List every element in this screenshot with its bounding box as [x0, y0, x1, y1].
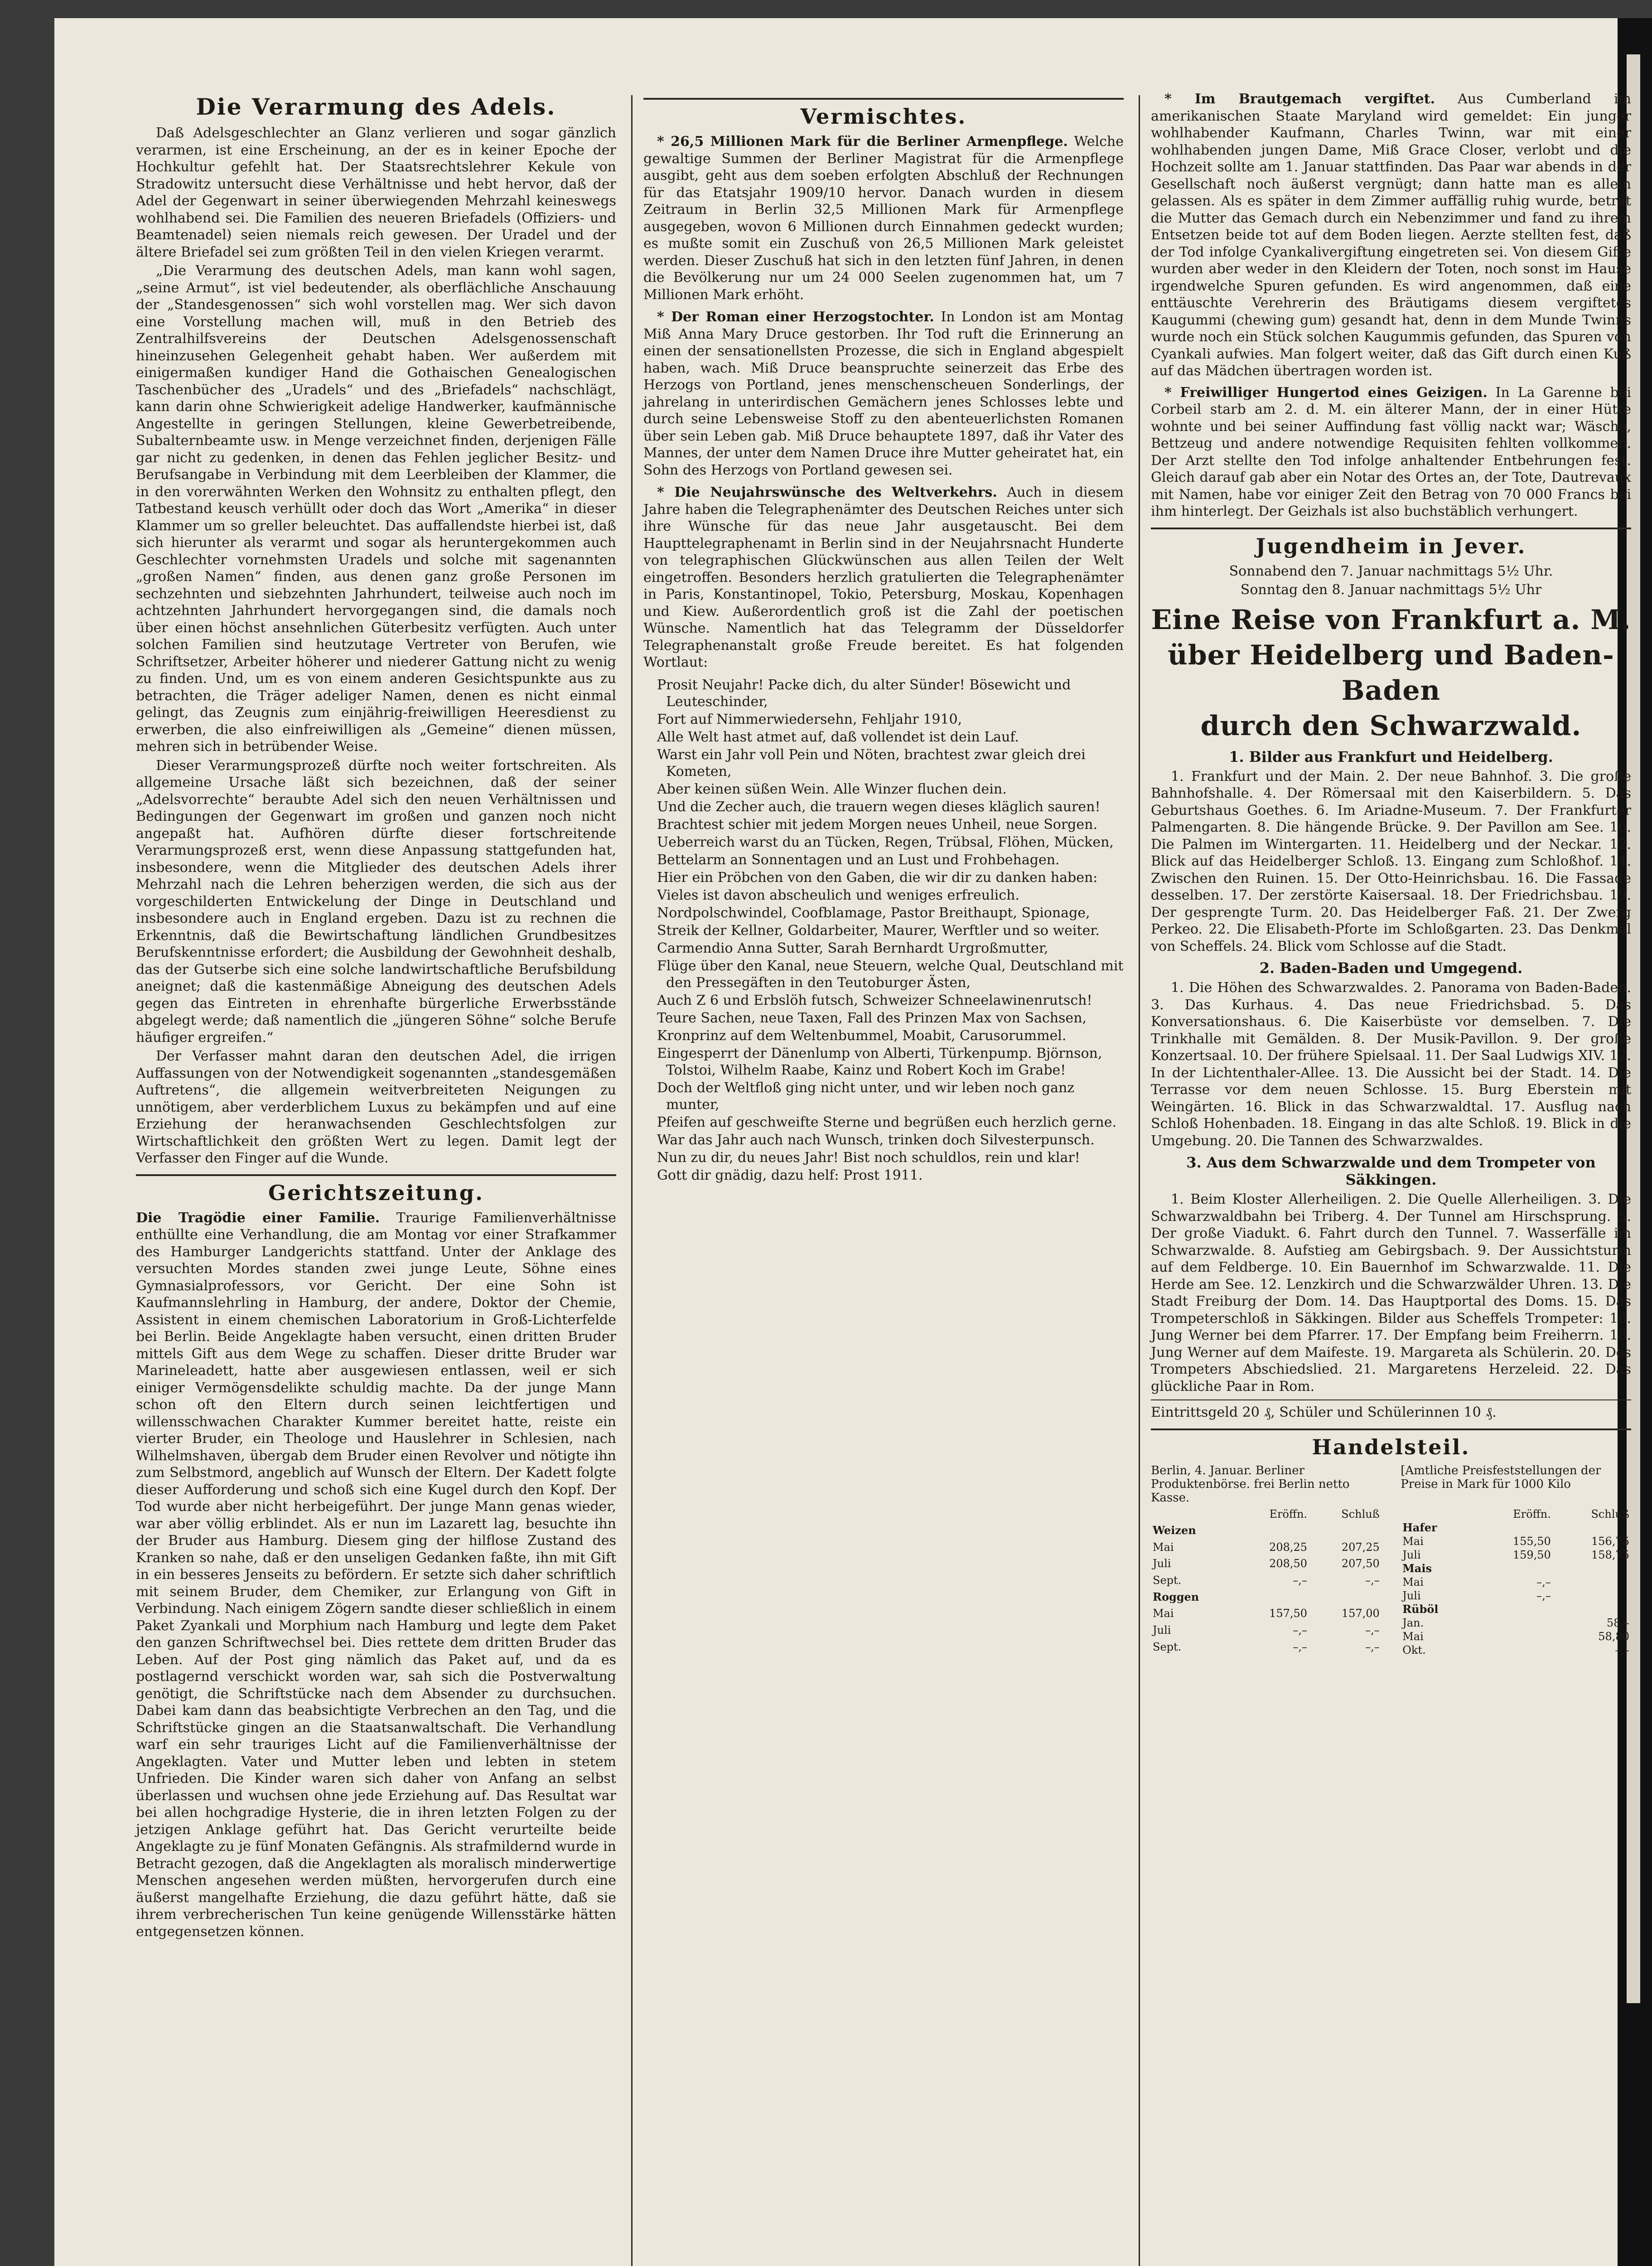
news-item	[643, 309, 1124, 479]
market-row	[1151, 1557, 1381, 1574]
event-date-1: Sonnabend den 7. Januar nachmittags 5½ Uhr.	[1229, 563, 1553, 579]
poem-line: Hier ein Pröbchen von den Gaben, die wir dir zu danken haben:	[657, 869, 1098, 886]
market-table-left	[1151, 1507, 1381, 1657]
article-paragraph: Daß Adelsgeschlechter an Glanz verlieren und sogar gänzlich verarmen, ist eine Erscheinung, an der es in keiner Epoche der Hochkultur gefehlt hat. Der Staatsrechtslehrer Kekule von Stradowitz untersucht diese Verhältnisse und hebt hervor, daß der Adel der Gegenwart in seiner überwiegenden Mehrzahl keineswegs wohlhabend sei. Die Familien des neueren Briefadels (Offiziers- und Beamtenadel) seien niemals reich gewesen. Der Uradel und der ältere Briefadel sei zum größten Teil in den vielen Kriegen verarmt.	[136, 125, 616, 260]
article-paragraph: Der Verfasser mahnt daran den deutschen Adel, die irrigen Auffassungen von der Notwendigkeit sogenannten „standesgemäßen Auftretens“, die allgemein weitverbreiteten Neigungen zu unnötigem, aber verderblichem Luxus zu bekämpfen und auf eine Erziehung der heranwachsenden Geschlechtsfolgen zur Wirtschaftlichkeit den größten Wert zu legen. Damit legt der Verfasser den Finger auf die Wunde.	[136, 1048, 616, 1166]
section-title-handel: Handelsteil.	[1312, 1434, 1470, 1459]
market-left-head: Berlin, 4. Januar. Berliner Produktenbörse. frei Berlin netto Kasse.	[1151, 1463, 1350, 1505]
market-row	[1401, 1603, 1631, 1616]
market-row	[1401, 1575, 1631, 1589]
market-open: –,–	[1293, 1574, 1308, 1587]
news-item	[643, 133, 1124, 303]
poem-line: Brachtest schier mit jedem Morgen neues Unheil, neue Sorgen.	[657, 816, 1097, 833]
market-close	[1309, 1524, 1381, 1540]
market-table-head	[1151, 1507, 1381, 1524]
poem-line: Aber keinen süßen Wein. Alle Winzer fluchen dein.	[657, 781, 1007, 797]
column-2	[643, 91, 1124, 1185]
market-label: Juli	[1153, 1624, 1171, 1637]
section-title-jugendheim: Jugendheim in Jever.	[1256, 533, 1526, 558]
poem-line: Teure Sachen, neue Taxen, Fall des Prinzen Max von Sachsen,	[657, 1010, 1087, 1026]
program-heading: 1. Bilder aus Frankfurt und Heidelberg.	[1229, 748, 1553, 765]
section-divider	[1151, 528, 1631, 529]
news-item-text: In La Garenne bei Corbeil starb am 2. d. M. ein älterer Mann, der in einer Hütte wohnte und bei seiner Auffindung fast völlig nackt war; Wäsche, Bettzeug und andere notwendige Requisiten fehlten vollkommen. Der Arzt stellte den Tod infolge anhaltender Entbehrungen fest. Gleich darauf gab aber ein Notar des Ortes an, der Tote, Dautrevaux mit Namen, habe vor einiger Zeit den Betrag von 70 000 Francs bei ihm hinterlegt. Der Geizhals ist also buchstäblich verhungert.	[1151, 384, 1632, 519]
market-close	[1553, 1575, 1631, 1589]
article-title-adel: Die Verarmung des Adels.	[196, 93, 556, 120]
market-label: Mai	[1153, 1540, 1174, 1554]
news-item-lead: * Die Neujahrswünsche des Weltverkehrs.	[657, 484, 997, 500]
market-label: Mai	[1402, 1575, 1424, 1588]
market-close	[1553, 1521, 1631, 1535]
poem-line: Nun zu dir, du neues Jahr! Bist noch schuldlos, rein und klar!	[657, 1149, 1080, 1166]
market-row	[1401, 1616, 1631, 1630]
market-open: –,–	[1536, 1589, 1551, 1602]
market-label: Juli	[1402, 1548, 1421, 1561]
news-item-text: Welche gewaltige Summen der Berliner Magistrat für die Armenpflege ausgibt, geht aus dem soeben erfolgten Abschluß der Rechnungen für das Etatsjahr 1909/10 hervor. Danach wurden in diesem Zeitraum in Berlin 32,5 Millionen Mark für Armenpflege ausgegeben, wovon 6 Millionen durch Einnahmen gedeckt wurden; es mußte somit ein Zuschuß von 26,5 Millionen Mark geleistet werden. Dieser Zuschuß hat sich in den letzten fünf Jahren, in denen die Bevölkerung nur um 24 000 Seelen zugenommen hat, um 7 Millionen Mark erhöht.	[643, 134, 1124, 303]
market-close: –,–	[1365, 1640, 1380, 1653]
market-label: Roggen	[1153, 1590, 1199, 1603]
poem-line: Flüge über den Kanal, neue Steuern, welche Qual, Deutschland mit den Pressegäften in den Teutoburger Ästen,	[657, 958, 1124, 991]
market-row	[1401, 1562, 1631, 1575]
market-label: Juli	[1402, 1589, 1421, 1602]
market-close: 157,00	[1341, 1607, 1380, 1620]
news-item	[643, 484, 1124, 671]
market-open: 208,25	[1269, 1540, 1308, 1554]
news-item-text: Aus Cumberland im amerikanischen Staate Maryland wird gemeldet: Ein junger wohlhabender Kaufmann, Charles Twinn, war mit einer wohlhabenden jungen Dame, Miß Grace Closer, verlobt und die Hochzeit sollte am 1. Januar stattfinden. Das Paar war abends in der Gesellschaft noch äußerst vergnügt; dann hatte man es allein gelassen. Als es später in dem Zimmer auffällig ruhig wurde, betrat die Mutter das Gemach durch ein Nebenzimmer und fand zu ihrem Entsetzen beide tot auf dem Boden liegen. Aerzte stellten fest, daß der Tod infolge Cyankalivergiftung eingetreten sei. Von diesem Gifte wurden aber weder in den Kleidern der Toten, noch sonst im Hause irgendwelche Spuren gefunden. Es wird angenommen, daß eine enttäuschte Verehrerin des Bräutigams diesem vergiftetes Kaugummi (chewing gum) gesandt hat, denn in dem Munde Twinns wurde noch ein Stück solchen Kaugummis gefunden, das Spuren von Cyankali aufwies. Man folgert weiter, daß das Gift durch einen Kuß auf das Mädchen übertragen worden ist.	[1151, 91, 1631, 379]
market-tables	[1151, 1507, 1631, 1657]
market-label: Weizen	[1153, 1524, 1196, 1537]
section-title-gericht: Gerichtszeitung.	[268, 1180, 484, 1205]
market-row	[1151, 1623, 1381, 1640]
market-row	[1401, 1535, 1631, 1548]
market-close: –,–	[1365, 1624, 1380, 1637]
poem-line: Alle Welt hast atmet auf, daß vollendet ist dein Lauf.	[657, 729, 1019, 745]
market-open	[1475, 1630, 1553, 1643]
market-open: 155,50	[1512, 1535, 1551, 1548]
section-title-vermischtes: Vermischtes.	[800, 104, 967, 129]
market-close: 158,75	[1591, 1548, 1629, 1561]
col-open: Eröffn.	[1513, 1507, 1551, 1520]
market-report	[1151, 1464, 1631, 1657]
market-close: 58,80	[1598, 1630, 1629, 1643]
poem-line: Carmendio Anna Sutter, Sarah Bernhardt Urgroßmutter,	[657, 940, 1048, 956]
poem-line: Bettelarm an Sonnentagen und an Lust und Frohbehagen.	[657, 852, 1060, 868]
column-3	[1151, 91, 1631, 1657]
news-item-lead: * Der Roman einer Herzogstochter.	[657, 309, 934, 325]
market-open	[1237, 1524, 1309, 1540]
news-item-lead: * Im Brautgemach vergiftet.	[1164, 91, 1435, 107]
market-label: Mai	[1402, 1535, 1424, 1548]
market-open: 208,50	[1269, 1557, 1308, 1570]
poem-line: War das Jahr auch nach Wunsch, trinken doch Silvesterpunsch.	[657, 1132, 1095, 1148]
market-open	[1475, 1603, 1553, 1616]
market-row	[1401, 1643, 1631, 1657]
market-open	[1475, 1521, 1553, 1535]
poem-line: Eingesperrt der Dänenlump von Alberti, Türkenpump. Björnson, Tolstoi, Wilhelm Raabe, Kainz und Robert Koch im Grabe!	[657, 1045, 1102, 1078]
column-1	[136, 91, 616, 1942]
poem-line: Warst ein Jahr voll Pein und Nöten, brachtest zwar gleich drei Kometen,	[657, 746, 1086, 780]
market-close	[1553, 1589, 1631, 1603]
col-close: Schluß	[1591, 1507, 1629, 1520]
market-close: 58.–	[1606, 1616, 1629, 1629]
poem-line: Fort auf Nimmerwiedersehn, Fehljahr 1910,	[657, 711, 962, 727]
market-close	[1309, 1590, 1381, 1607]
market-close	[1553, 1562, 1631, 1575]
news-item-text: In London ist am Montag Miß Anna Mary Druce gestorben. Ihr Tod ruft die Erinnerung an einen der sensationellsten Prozesse, die sich in England abgespielt haben, wach. Miß Druce beanspruchte seinerzeit das Erbe des Herzogs von Portland, jenes menschenscheuen Sonderlings, der jahrelang in unterirdischen Gemächern jenes Schlosses lebte und durch seine Lebensweise Stoff zu den abenteuerlichsten Romanen über sein Leben gab. Miß Druce behauptete 1897, daß ihr Vater des Mannes, der unter dem Namen Druce ihre Mutter geheiratet hat, ein Sohn des Herzogs von Portland gewesen sei.	[643, 309, 1124, 478]
article-paragraph: „Die Verarmung des deutschen Adels, man kann wohl sagen, „seine Armut“, ist viel bedeutender, als oberflächliche Anschauung der „Standesgenossen“ sich wohl vorstellen mag. Wer sich davon eine Vorstellung machen will, muß in den Betrieb des Zentralhilfsvereins der Deutschen Adelsgenossenschaft hineinzusehen Gelegenheit gehabt haben. Wer außerdem mit einigermaßen kundiger Hand die Gothaischen Genealogischen Taschenbücher des „Uradels“ und des „Briefadels“ nachschlägt, kann darin ohne Schwierigkeit adelige Handwerker, kaufmännische Angestellte in geringen Stellungen, kleine Gewerbetreibende, Subalternbeamte usw. in Menge verzeichnet finden, derjenigen Fälle gar nicht zu gedenken, in denen das Fehlen jeglicher Besitz- und Berufsangabe in Verbindung mit dem Leerbleiben der Klammer, die in den vorerwähnten Werken den Wohnsitz zu enthalten pflegt, den Tatbestand keusch verhüllt oder doch das Wort „Amerika“ in dieser Klammer um so greller beleuchtet. Das auffallendste hierbei ist, daß sich hierunter als verarmt und sogar als heruntergekommen auch Geschlechter vornehmsten Uradels und solche mit sagenannten „großen Namen“ finden, aus denen ganz große Personen im sechzehnten und siebzehnten Jahrhundert, teilweise auch noch im achtzehnten Jahrhundert hervorgegangen sind, die damals noch über einen höchst ansehnlichen Güterbesitz verfügten. Auch unter solchen Familien sind heutzutage Vertreter von Berufen, wie Schriftsetzer, Arbeiter höherer und niederer Gattung nicht zu wenig zu finden. Und, um es von einem anderen Gesichtspunkte aus zu betrachten, die Träger adeliger Namen, denen es nicht einmal gelingt, das Zeugnis zum einjährig-freiwilligen Heeresdienst zu erwerben, die also einfreiwilligen als „Gemeine“ dienen müssen, mehren sich in betrübender Weise.	[136, 263, 616, 755]
market-open: 157,50	[1269, 1607, 1308, 1620]
market-header	[1151, 1464, 1631, 1505]
market-label: Jan.	[1402, 1616, 1424, 1629]
market-open	[1237, 1590, 1309, 1607]
column-rule-2	[1139, 95, 1140, 2266]
market-label: Juli	[1153, 1557, 1171, 1570]
section-divider	[1151, 1399, 1631, 1400]
news-item-text: Auch in diesem Jahre haben die Telegraphenämter des Deutschen Reiches unter sich ihre Wünsche für das neue Jahr ausgetauscht. Bei dem Haupttelegraphenamt in Berlin sind in der Neujahrsnacht Hunderte von telegraphischen Glückwünschen aus allen Teilen der Welt eingetroffen. Besonders herzlich gratulierten die Telegraphenämter in Paris, Konstantinopel, Tokio, Petersburg, Moskau, Kopenhagen und Kiew. Außerordentlich groß ist die Zahl der poetischen Wünsche. Namentlich hat das Telegramm der Düsseldorfer Telegraphenanstalt große Freude bereitet. Es hat folgenden Wortlaut:	[643, 484, 1124, 670]
market-label: Mais	[1402, 1561, 1432, 1575]
market-label: Mai	[1402, 1630, 1424, 1643]
poem-line: Vieles ist davon abscheulich und weniges erfreulich.	[657, 887, 1019, 903]
poem-line: Prosit Neujahr! Packe dich, du alter Sünder! Bösewicht und Leuteschinder,	[657, 677, 1071, 710]
market-open: 159,50	[1512, 1548, 1551, 1561]
poem-line: Und die Zecher auch, die trauern wegen dieses kläglich sauren!	[657, 799, 1101, 815]
market-open: –,–	[1293, 1640, 1308, 1653]
market-close: –,–	[1365, 1574, 1380, 1587]
poem-line: Doch der Weltfloß ging nicht unter, und wir leben noch ganz munter,	[657, 1080, 1075, 1113]
col-close: Schluß	[1341, 1507, 1380, 1520]
poem-line: Auch Z 6 und Erbslöh futsch, Schweizer Schneelawinenrutsch!	[657, 992, 1092, 1008]
market-label: Sept.	[1153, 1640, 1182, 1653]
section-divider	[643, 98, 1124, 100]
news-item-lead: * 26,5 Millionen Mark für die Berliner Armenpflege.	[657, 134, 1068, 150]
market-row	[1401, 1589, 1631, 1603]
market-row	[1151, 1640, 1381, 1657]
program-heading: 2. Baden-Baden und Umgegend.	[1259, 959, 1523, 977]
poem-line: Nordpolschwindel, Coofblamage, Pastor Breithaupt, Spionage,	[657, 905, 1090, 921]
vermischtes-items	[643, 133, 1124, 671]
market-row	[1401, 1548, 1631, 1562]
event-headline	[1151, 602, 1631, 744]
market-row	[1401, 1521, 1631, 1535]
market-right-head: [Amtliche Preisfeststellungen der Preise in Mark für 1000 Kilo	[1401, 1463, 1601, 1491]
market-close: 207,50	[1341, 1557, 1380, 1570]
poem-line: Ueberreich warst du an Tücken, Regen, Trübsal, Flöhen, Mücken,	[657, 834, 1114, 850]
event-fee: Eintrittsgeld 20 ₰, Schüler und Schülerinnen 10 ₰.	[1151, 1404, 1497, 1420]
market-close: –,–	[1615, 1643, 1629, 1656]
market-close	[1553, 1603, 1631, 1616]
article-paragraph: Dieser Verarmungsprozeß dürfte noch weiter fortschreiten. Als allgemeine Ursache läßt sich bezeichnen, daß der seiner „Adelsvorrechte“ beraubte Adel sich den neuen Verhältnissen und Bedingungen der Gegenwart im großen und ganzen noch nicht angepaßt hat. Aufhören dürfte dieser fortschreitende Verarmungsprozeß erst, wenn diese Anpassung stattgefunden hat, insbesondere, wenn die Mitglieder des deutschen Adels ihrer Mehrzahl nach die Lehren beherzigen werden, die sich aus der vorgeschilderten Entwickelung der Dinge in Deutschland und insbesondere auch in England ergeben. Dazu ist zu rechnen die Erkenntnis, daß die Bewirtschaftung ländlichen Grundbesitzes Berufskenntnisse erfordert; die Ausbildung der Gewohnheit deshalb, das der Gutserbe sich eine solche landwirtschaftliche Berufsbildung aneignet; daß die kastenmäßige Abneigung des deutschen Adels gegen das Eintreten in ehrenhafte bürgerliche Erwerbsstände abgelegt werde; daß namentlich die „jüngeren Söhne“ solche Berufe häufiger ergreifen.“	[136, 757, 616, 1046]
program-text: 1. Die Höhen des Schwarzwaldes. 2. Panorama von Baden-Baden. 3. Das Kurhaus. 4. Das neue Friedrichsbad. 5. Das Konversationshaus. 6. Die Kaiserbüste vor demselben. 7. Die Trinkhalle mit Gemälden. 8. Der Musik-Pavillon. 9. Der große Konzertsaal. 10. Der frühere Spielsaal. 11. Der Saal Ludwigs XIV. 12. In der Lichtenthaler-Allee. 13. Die Aussicht bei der Stadt. 14. Die Terrasse vor dem neuen Schlosse. 15. Burg Eberstein mit Weingärten. 16. Blick in das Schwarzwaldtal. 17. Ausflug nach Schloß Hohenbaden. 18. Eingang in das alte Schloß. 19. Blick in die Umgebung. 20. Die Tannen des Schwarzwaldes.	[1151, 980, 1631, 1149]
article-lead-gericht: Die Tragödie einer Familie.	[136, 1210, 380, 1226]
section-divider	[136, 1174, 616, 1176]
article-body-adel	[136, 125, 616, 1167]
poem-line: Gott dir gnädig, dazu helf: Prost 1911.	[657, 1167, 923, 1183]
event-headline-line: durch den Schwarzwald.	[1200, 710, 1582, 742]
market-row	[1401, 1630, 1631, 1643]
event-headline-line: über Heidelberg und Baden-Baden	[1168, 639, 1614, 707]
event-date-2: Sonntag den 8. Januar nachmittags 5½ Uhr	[1240, 582, 1542, 598]
section-divider	[1151, 1428, 1631, 1430]
market-label: Mai	[1153, 1607, 1174, 1620]
col-open: Eröffn.	[1269, 1507, 1308, 1520]
poem-line: Kronprinz auf dem Weltenbummel, Moabit, Carusorummel.	[657, 1027, 1067, 1044]
program-text: 1. Frankfurt und der Main. 2. Der neue Bahnhof. 3. Die große Bahnhofshalle. 4. Der Römersaal mit den Kaiserbildern. 5. Das Geburtshaus Goethes. 6. Im Ariadne-Museum. 7. Der Frankfurter Palmengarten. 8. Die hängende Brücke. 9. Der Pavillon am See. 10. Die Palmen im Wintergarten. 11. Heidelberg und der Neckar. 12. Blick auf das Heidelberger Schloß. 13. Eingang zum Schloßhof. 14. Zwischen den Ruinen. 15. Der Otto-Heinrichsbau. 16. Die Fassade desselben. 17. Der zerstörte Kaisersaal. 18. Der Friedrichsbau. 19. Der gesprengte Turm. 20. Das Heidelberger Faß. 21. Der Zwerg Perkeo. 22. Die Elisabeth-Pforte im Schloßgarten. 23. Das Denkmal von Scheffels. 24. Blick vom Schlosse auf die Stadt.	[1151, 768, 1631, 954]
market-open	[1475, 1562, 1553, 1575]
news-item	[1151, 91, 1631, 380]
program-heading: 3. Aus dem Schwarzwalde und dem Trompeter von Säkkingen.	[1186, 1154, 1596, 1188]
news-item	[1151, 384, 1631, 520]
market-row	[1151, 1524, 1381, 1540]
vermischtes-items-continued	[1151, 91, 1631, 520]
market-close: 207,25	[1341, 1540, 1380, 1554]
event-headline-line: Eine Reise von Frankfurt a. M.	[1151, 604, 1631, 636]
market-label: Okt.	[1402, 1643, 1426, 1656]
telegram-poem	[657, 677, 1124, 1184]
market-row	[1151, 1574, 1381, 1590]
market-row	[1151, 1590, 1381, 1607]
market-open: –,–	[1293, 1624, 1308, 1637]
market-open	[1475, 1616, 1553, 1630]
event-program	[1151, 748, 1631, 1395]
market-open	[1475, 1643, 1553, 1657]
market-close: 156,75	[1591, 1535, 1629, 1548]
news-item-lead: * Freiwilliger Hungertod eines Geizigen.	[1164, 384, 1488, 401]
article-text-gericht: Traurige Familienverhältnisse enthüllte eine Verhandlung, die am Montag vor einer Strafkammer des Hamburger Landgerichts stattfand. Unter der Anklage des versuchten Mordes standen zwei junge Leute, Söhne eines Gymnasialprofessors, vor Gericht. Der eine Sohn ist Kaufmannslehrling in Hamburg, der andere, Doktor der Chemie, Assistent in einem chemischen Laboratorium in Groß-Lichterfelde bei Berlin. Beide Angeklagte haben versucht, einen dritten Bruder mittels Gift aus dem Wege zu schaffen. Dieser dritte Bruder war Marineleadett, hatte aber ausgewiesen entlassen, weil er sich einiger Vermögensdelikte schuldig machte. Da der junge Mann schon oft den Eltern durch seinen leichtfertigen und willensschwachen Charakter Kummer bereitet hatte, reiste ein vierter Bruder, ein Theologe und Hauslehrer in Schlesien, nach Wilhelmshaven, übergab dem Bruder einen Revolver und nötigte ihn zum Selbstmord, angeblich auf Wunsch der Eltern. Der Kadett folgte dieser Aufforderung und schoß sich eine Kugel durch den Kopf. Der Tod wurde aber nicht herbeigeführt. Der junge Mann genas wieder, war aber völlig erblindet. Als er nun im Lazarett lag, besuchte ihn der Bruder aus Hamburg. Diesem ging der hilflose Zustand des Kranken so nahe, daß er den unseligen Gedanken faßte, ihn mit Gift in ein besseres Jenseits zu befördern. Er setzte sich daher schriftlich mit seinem Bruder, dem Chemiker, zur Erlangung von Gift in Verbindung. Nach einigem Zögern sandte dieser schließlich in einem Paket Zyankali und Morphium nach Hamburg und legte dem Paket den ganzen Schriftwechsel bei. Dies rettete dem dritten Bruder das Leben. Auf der Post ging nämlich das Paket auf, und da es postlagernd verschickt worden war, sah sich die Postverwaltung genötigt, die Schriftstücke nach dem Absender zu durchsuchen. Dabei kam dann das beabsichtigte Verbrechen an den Tag, und die Schriftstücke gingen an die Staatsanwaltschaft. Die Verhandlung warf ein sehr trauriges Licht auf die Familienverhältnisse der Angeklagten. Vater und Mutter leben und lebten in stetem Unfrieden. Die Kinder waren sich daher von Anfang an selbst überlassen und wuchsen ohne jede Erziehung auf. Das Resultat war bei allen hochgradige Hysterie, die in ihren letzten Folgen zu der jetzigen Anklage geführt hat. Das Gericht verurteilte beide Angeklagte zu je fünf Monaten Gefängnis. Als strafmildernd wurde in Betracht gezogen, daß die Angeklagten als moralisch minderwertige Menschen angesehen werden müßten, hervorgerufen durch eine äußerst mangelhafte Erziehung, die dazu geführt hätte, daß sie ihrem verbrecherischen Tun keine genügende Willensstärke hätten entgegensetzen können.	[136, 1210, 616, 1940]
market-table-head	[1401, 1507, 1631, 1521]
program-text: 1. Beim Kloster Allerheiligen. 2. Die Quelle Allerheiligen. 3. Die Schwarzwaldbahn bei Triberg. 4. Der Tunnel am Hirschsprung. 5. Der große Viadukt. 6. Fahrt durch den Tunnel. 7. Wasserfälle im Schwarzwalde. 8. Aufstieg am Gebirgsbach. 9. Der Aussichtsturm auf dem Feldberge. 10. Ein Bauernhof im Schwarzwalde. 11. Die Herde am See. 12. Lenzkirch und die Schwarzwälder Uhren. 13. Die Stadt Freiburg der Dom. 14. Das Hauptportal des Doms. 15. Das Trompeterschloß in Säkkingen. Bilder aus Scheffels Trompeter: 16. Jung Werner bei dem Pfarrer. 17. Der Empfang beim Freiherrn. 18. Jung Werner auf dem Maifeste. 19. Margareta als Schülerin. 20. Des Trompeters Abschiedslied. 21. Margaretens Herzeleid. 22. Das glückliche Paar in Rom.	[1151, 1191, 1631, 1394]
poem-line: Pfeifen auf geschweifte Sterne und begrüßen euch herzlich gerne.	[657, 1114, 1117, 1130]
market-open: –,–	[1536, 1575, 1551, 1588]
market-row	[1151, 1540, 1381, 1557]
market-label: Sept.	[1153, 1574, 1182, 1587]
market-row	[1151, 1607, 1381, 1623]
poem-line: Streik der Kellner, Goldarbeiter, Maurer, Werftler und so weiter.	[657, 922, 1100, 939]
market-label: Hafer	[1402, 1520, 1437, 1534]
market-label: Rüböl	[1402, 1602, 1439, 1616]
column-rule-1	[631, 95, 633, 2266]
article-gericht-paragraph	[136, 1210, 616, 1941]
market-table-right	[1401, 1507, 1631, 1657]
